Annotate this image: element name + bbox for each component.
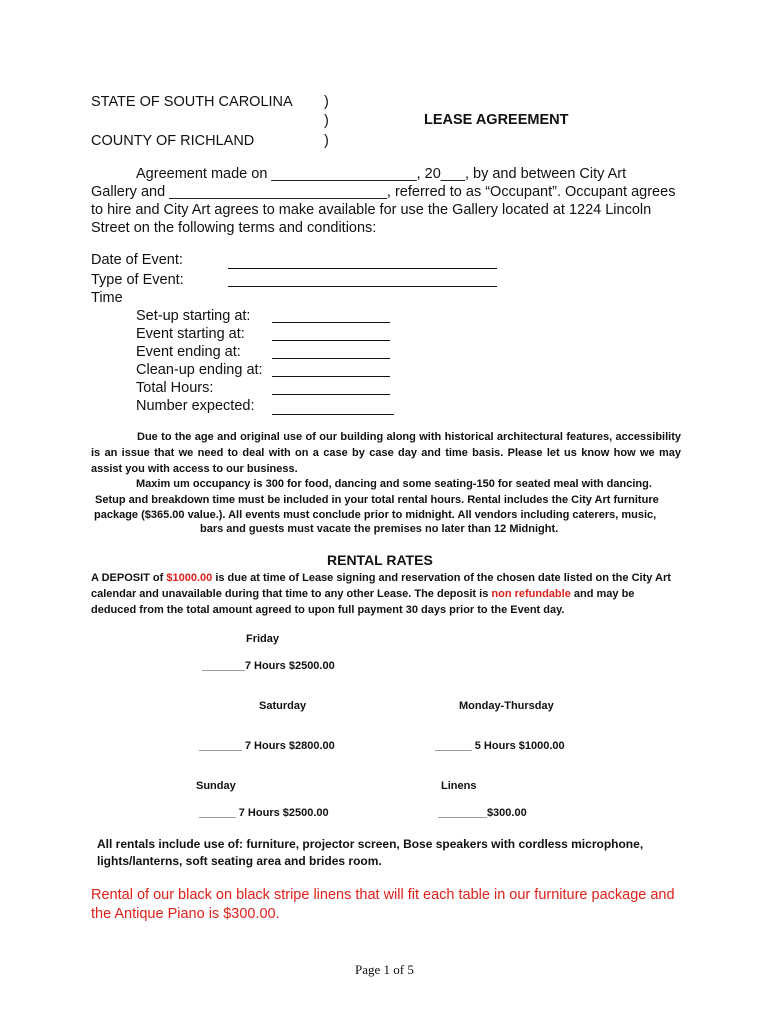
state-heading: STATE OF SOUTH CAROLINA (91, 94, 293, 110)
setup-line[interactable] (272, 322, 390, 323)
document-title: LEASE AGREEMENT (424, 112, 569, 128)
event-end-line[interactable] (272, 358, 390, 359)
deposit-post: and may be deduced from the total amount agreed to upon full payment 30 days prior to the Event day. (91, 588, 635, 616)
total-hours-label: Total Hours: (136, 380, 214, 396)
occupancy-line-4: bars and guests must vacate the premises no later than 12 Midnight. (200, 523, 559, 535)
cleanup-label: Clean-up ending at: (136, 362, 263, 378)
rentals-include-note: All rentals include use of: furniture, projector screen, Bose speakers with cordless microphone, lights/lanterns, soft seating area and brides room. (97, 837, 644, 868)
county-heading: COUNTY OF RICHLAND (91, 133, 255, 149)
intro-line-3: to hire and City Art agrees to make available for use the Gallery located at 1224 Lincoln (91, 202, 652, 218)
linens-rate: ________$300.00 (438, 807, 527, 819)
date-of-event-line[interactable] (228, 268, 497, 269)
page-number: Page 1 of 5 (355, 962, 414, 977)
deposit-paragraph (91, 570, 681, 618)
type-of-event-label: Type of Event: (91, 272, 184, 288)
accessibility-notice: Due to the age and original use of our building along with historical architectural features, accessibility is an issue that we need to deal with on a case by case day and time basis. Please let us know how we may assist you with access to our business. (91, 431, 681, 475)
occupancy-line-1: Maxim um occupancy is 300 for food, dancing and some seating-150 for seated meal with dancing. (136, 478, 652, 490)
intro-line-1: Agreement made on __________________, 20___, by and between City Art (136, 166, 627, 182)
occupancy-line-3: package ($365.00 value.). All events must conclude prior to midnight. All vendors including caterers, music, (94, 509, 657, 521)
event-start-label: Event starting at: (136, 326, 245, 342)
saturday-label: Saturday (259, 700, 307, 712)
sunday-label: Sunday (196, 780, 236, 792)
deposit-mid: is due at time of Lease signing and reservation of the chosen date listed on the City Art calendar and unavailable during that time to any other Lease. The deposit is (91, 572, 671, 600)
monday-thursday-rate: ______ 5 Hours $1000.00 (435, 740, 565, 752)
friday-label: Friday (246, 633, 280, 645)
deposit-pre: A DEPOSIT of (91, 572, 167, 584)
linens-rental-note: Rental of our black on black stripe linens that will fit each table in our furniture package and the Antique Piano is $300.00. (91, 887, 675, 922)
intro-line-4: Street on the following terms and conditions: (91, 220, 377, 236)
rental-rates-heading: RENTAL RATES (327, 552, 433, 568)
paren-3: ) (324, 133, 329, 149)
linens-label: Linens (441, 780, 477, 792)
paren-1: ) (324, 94, 329, 110)
event-end-label: Event ending at: (136, 344, 241, 360)
paren-2: ) (324, 113, 329, 129)
monday-thursday-label: Monday-Thursday (459, 700, 554, 712)
sunday-rate: ______ 7 Hours $2500.00 (199, 807, 329, 819)
event-start-line[interactable] (272, 340, 390, 341)
friday-rate: _______7 Hours $2500.00 (202, 660, 335, 672)
intro-line-2: Gallery and ___________________________, referred to as “Occupant”. Occupant agrees (91, 184, 676, 200)
setup-label: Set-up starting at: (136, 308, 251, 324)
saturday-rate: _______ 7 Hours $2800.00 (199, 740, 335, 752)
number-expected-line[interactable] (272, 414, 394, 415)
occupancy-line-2: Setup and breakdown time must be included in your total rental hours. Rental includes the City Art furniture (95, 494, 659, 506)
total-hours-line[interactable] (272, 394, 390, 395)
time-label: Time (91, 290, 123, 306)
deposit-amount: $1000.00 (166, 572, 213, 584)
non-refundable-text: non refundable (491, 588, 571, 600)
cleanup-line[interactable] (272, 376, 390, 377)
number-expected-label: Number expected: (136, 398, 255, 414)
date-of-event-label: Date of Event: (91, 252, 183, 268)
type-of-event-line[interactable] (228, 286, 497, 287)
